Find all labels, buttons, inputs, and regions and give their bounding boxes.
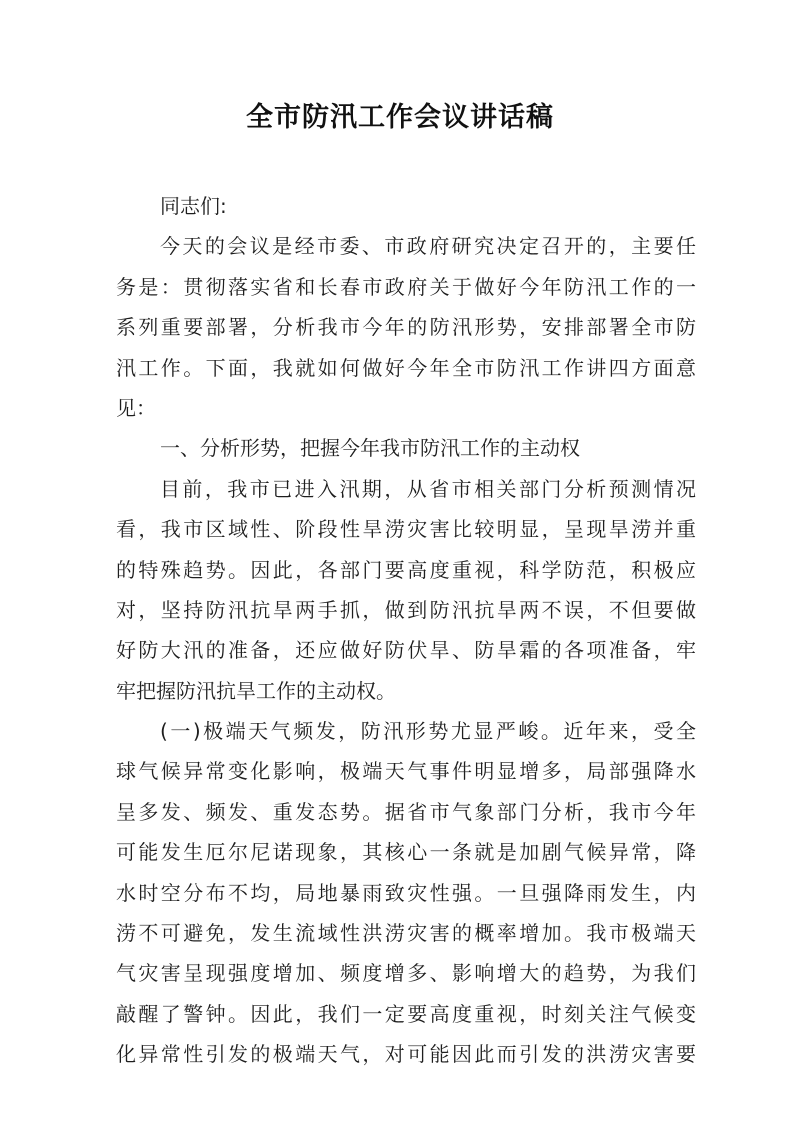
body-line: 呈多发、频发、重发态势。据省市气象部门分析，我市今年 xyxy=(116,799,696,824)
body-line: 看，我市区域性、阶段性旱涝灾害比较明显，呈现旱涝并重 xyxy=(116,517,696,542)
body-line: 同志们: xyxy=(160,194,227,218)
document-title: 全市防汛工作会议讲话稿 xyxy=(246,102,554,133)
body-line: 务是：贯彻落实省和长春市政府关于做好今年防汛工作的一 xyxy=(116,274,696,299)
body-line: 气灾害呈现强度增加、频度增多、影响增大的趋势，为我们 xyxy=(116,961,696,986)
body-line: 见： xyxy=(116,395,156,420)
body-line: 汛工作。下面，我就如何做好今年全市防汛工作讲四方面意 xyxy=(116,355,696,380)
body-line: 球气候异常变化影响，极端天气事件明显增多，局部强降水 xyxy=(116,759,696,784)
body-line: 目前，我市已进入汛期，从省市相关部门分析预测情况 xyxy=(160,476,696,501)
body-line: 敲醒了警钟。因此，我们一定要高度重视，时刻关注气候变 xyxy=(116,1001,696,1026)
body-line: 的特殊趋势。因此，各部门要高度重视，科学防范，积极应 xyxy=(116,557,696,582)
body-line: 水时空分布不均，局地暴雨致灾性强。一旦强降雨发生，内 xyxy=(116,880,696,905)
body-line: 化异常性引发的极端天气，对可能因此而引发的洪涝灾害要 xyxy=(116,1042,696,1067)
body-line: 一、分析形势，把握今年我市防汛工作的主动权 xyxy=(160,436,580,461)
document-body xyxy=(116,186,696,1075)
body-line: (一)极端天气频发，防汛形势尤显严峻。近年来，受全 xyxy=(160,719,696,744)
body-line: 今天的会议是经市委、市政府研究决定召开的，主要任 xyxy=(160,234,696,259)
body-line: 涝不可避免，发生流域性洪涝灾害的概率增加。我市极端天 xyxy=(116,921,696,946)
body-line: 对，坚持防汛抗旱两手抓，做到防汛抗旱两不误，不但要做 xyxy=(116,597,696,622)
body-line: 系列重要部署，分析我市今年的防汛形势，安排部署全市防 xyxy=(116,315,696,340)
body-line: 可能发生厄尔尼诺现象，其核心一条就是加剧气候异常，降 xyxy=(116,840,696,865)
body-line: 牢把握防汛抗旱工作的主动权。 xyxy=(116,678,396,703)
body-line: 好防大汛的准备，还应做好防伏旱、防旱霜的各项准备，牢 xyxy=(116,638,696,663)
